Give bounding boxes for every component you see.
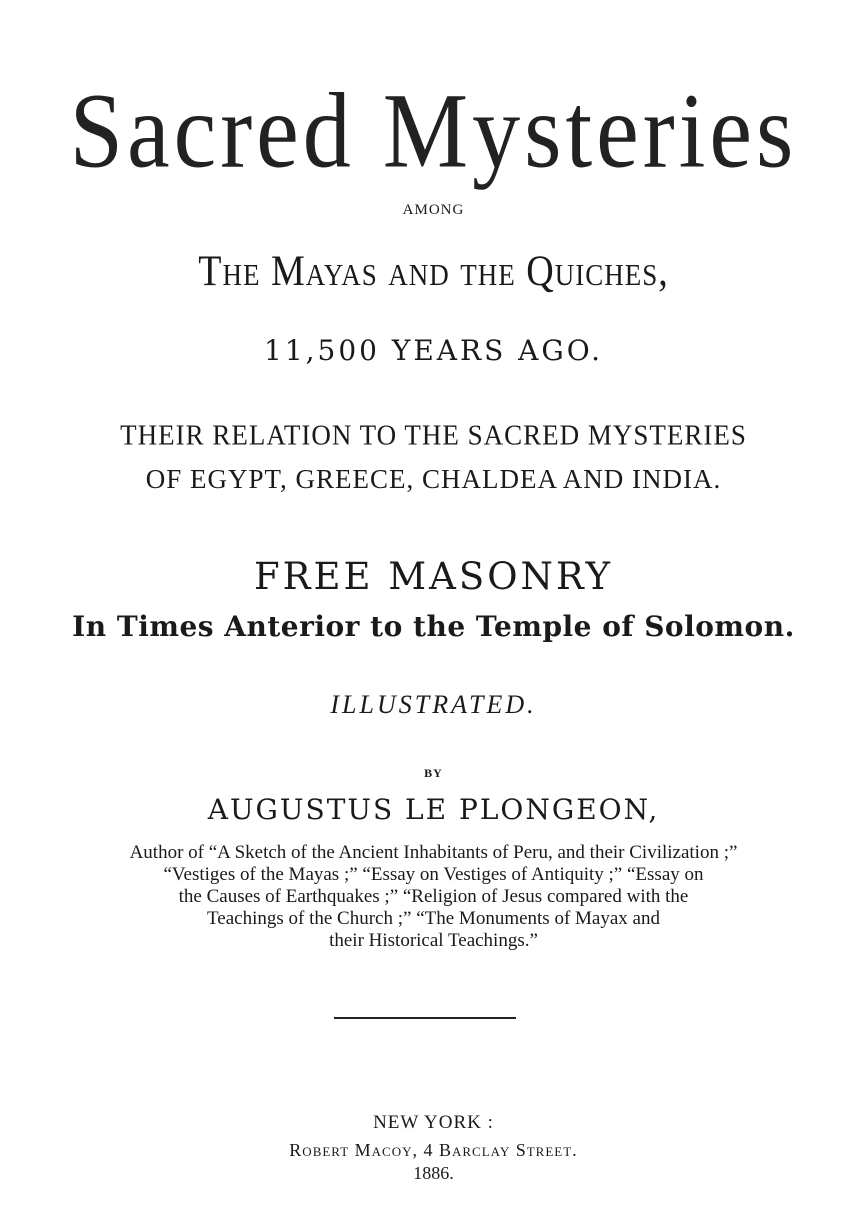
divider-rule (334, 1017, 516, 1019)
works-line: the Causes of Earthquakes ;” “Religion of Jesus compared with the (178, 886, 689, 907)
book-subtitle: The Mayas and the Quiches, (198, 247, 669, 296)
author-works (0, 842, 867, 952)
by-label: BY (424, 766, 443, 780)
works-line: Author of “A Sketch of the Ancient Inhabitants of Peru, and their Civilization ;” (129, 842, 738, 863)
free-masonry-heading: FREE MASONRY (253, 555, 614, 598)
relation-line-1: THEIR RELATION TO THE SACRED MYSTERIES (120, 419, 747, 451)
works-line: “Vestiges of the Mayas ;” “Essay on Vestiges of Antiquity ;” “Essay on (163, 864, 704, 885)
years-ago-line: 11,500 YEARS AGO. (264, 334, 603, 367)
author-name: AUGUSTUS LE PLONGEON, (207, 793, 660, 826)
works-line: their Historical Teachings.” (329, 930, 538, 951)
among-label: AMONG (402, 202, 465, 218)
publication-city: NEW YORK : (373, 1112, 494, 1133)
publisher: Robert Macoy, 4 Barclay Street. (289, 1140, 578, 1160)
publication-year: 1886. (413, 1163, 454, 1183)
illustrated-label: ILLUSTRATED. (330, 690, 537, 719)
works-line: Teachings of the Church ;” “The Monuments of Mayax and (207, 908, 660, 929)
book-title: Sacred Mysteries (69, 70, 798, 191)
gothic-subheading: In Times Anterior to the Temple of Solomon. (72, 610, 795, 643)
relation-line-2: OF EGYPT, GREECE, CHALDEA AND INDIA. (145, 464, 722, 494)
